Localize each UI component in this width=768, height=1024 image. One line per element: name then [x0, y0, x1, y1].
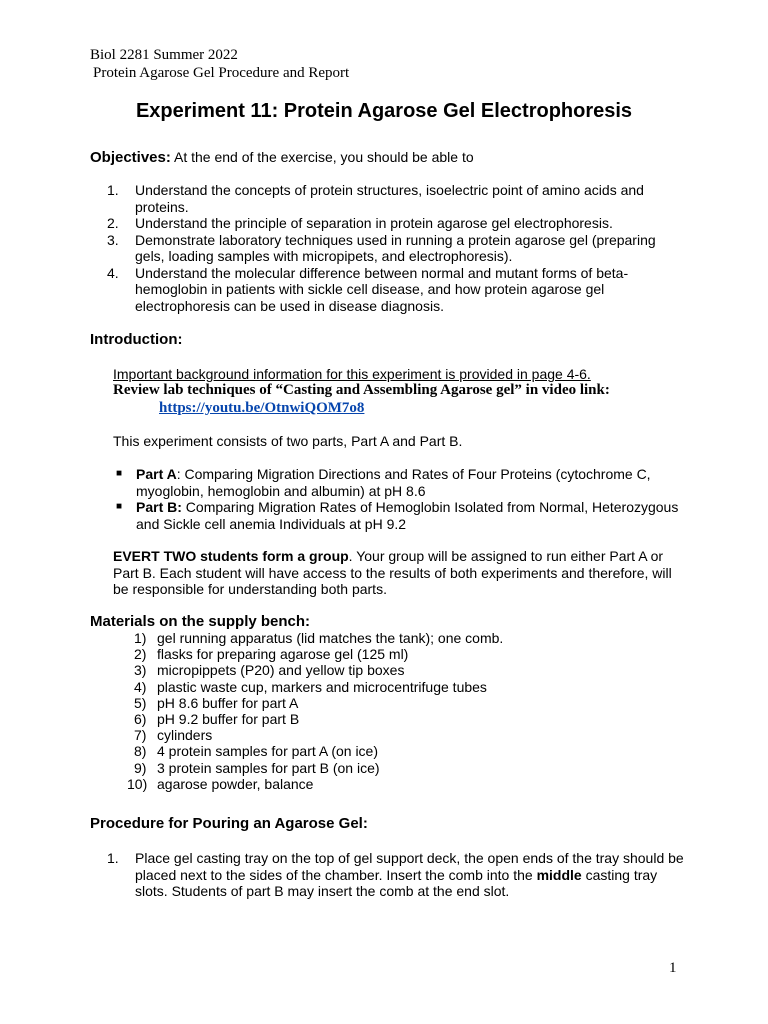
part-b-text: Comparing Migration Rates of Hemoglobin Isolated from Normal, Heterozygous and Sickle cell anemia Individuals at pH 9.2 [136, 499, 679, 532]
bullet-icon: ■ [116, 501, 123, 512]
list-item [134, 662, 654, 678]
list-text: 3 protein samples for part B (on ice) [157, 759, 380, 776]
group-text: . Your group will be assigned to run either Part A or Part B. Each student will have access to the results of both experiments and therefore, will be responsible for understanding both parts. [113, 548, 672, 597]
group-bold: EVERT TWO students form a group [113, 548, 349, 564]
review-line: Review lab techniques of “Casting and Assembling Agarose gel” in video link: [113, 382, 610, 398]
list-item [116, 466, 696, 499]
list-number: 4. [107, 264, 119, 281]
step-number: 1. [107, 850, 119, 866]
course-header [90, 46, 349, 82]
materials-list [127, 630, 654, 792]
objectives-line [90, 149, 474, 167]
procedure-heading: Procedure for Pouring an Agarose Gel: [90, 815, 368, 832]
list-text: micropippets (P20) and yellow tip boxes [157, 662, 405, 679]
list-item [134, 743, 654, 759]
objectives-intro: At the end of the exercise, you should be able to [174, 149, 474, 165]
page-title: Experiment 11: Protein Agarose Gel Electrophoresis [135, 100, 633, 122]
list-number: 6) [134, 710, 147, 727]
list-number: 3. [107, 231, 119, 248]
step-bold: middle [536, 866, 582, 883]
parts-intro: This experiment consists of two parts, Part A and Part B. [113, 433, 463, 449]
list-number: 2) [134, 646, 147, 663]
list-item [134, 695, 654, 711]
list-number: 4) [134, 678, 147, 695]
list-number: 3) [134, 662, 147, 679]
list-text: Understand the concepts of protein structures, isoelectric point of amino acids and proteins. [135, 182, 644, 215]
background-note: Important background information for this experiment is provided in page 4-6. [113, 366, 591, 382]
group-paragraph [113, 548, 678, 598]
objectives-label: Objectives: [90, 149, 171, 166]
introduction-heading: Introduction: [90, 331, 183, 348]
materials-heading: Materials on the supply bench: [90, 613, 311, 630]
list-number: 1. [107, 182, 119, 198]
objectives-list [107, 182, 687, 314]
list-item [107, 182, 687, 215]
list-text: plastic waste cup, markers and microcentrifuge tubes [157, 678, 487, 695]
list-text: cylinders [157, 727, 213, 744]
list-item [134, 646, 654, 662]
list-item [127, 775, 654, 792]
list-item [134, 711, 654, 727]
list-number: 2. [107, 215, 119, 231]
list-number: 10) [127, 775, 148, 792]
list-text: agarose powder, balance [157, 775, 314, 792]
list-text: gel running apparatus (lid matches the tank); one comb. [157, 630, 504, 646]
list-text: 4 protein samples for part A (on ice) [157, 743, 378, 760]
list-number: 9) [134, 759, 147, 776]
part-a-label: Part A [136, 466, 177, 482]
list-item [134, 679, 654, 695]
list-item [134, 727, 654, 743]
list-item [116, 499, 696, 532]
course-line: Biol 2281 Summer 2022 [90, 47, 238, 63]
list-item [134, 630, 654, 646]
list-item [107, 265, 687, 315]
subtitle-line: Protein Agarose Gel Procedure and Report [93, 65, 350, 81]
list-number: 5) [134, 694, 147, 711]
list-text: Demonstrate laboratory techniques used in running a protein agarose gel (preparing gels, loading samples with micropipets, and electrophoresis). [135, 231, 656, 264]
list-item [107, 215, 687, 232]
step-text-1: Place gel casting tray on the top of gel support deck, the open ends of the tray should be placed next to the sides of the chamber. Insert the comb into the [135, 850, 684, 883]
list-text: Understand the molecular difference between normal and mutant forms of beta-hemoglobin in patients with sickle cell disease, and how protein agarose gel electrophoresis can be used in disease diagnosis. [135, 264, 629, 314]
bullet-icon: ■ [116, 468, 123, 479]
part-b-label: Part B: [136, 499, 182, 515]
list-number: 1) [134, 630, 147, 646]
video-link[interactable]: https://youtu.be/OtnwiQOM7o8 [159, 400, 365, 416]
list-text: Understand the principle of separation in protein agarose gel electrophoresis. [135, 215, 613, 231]
page-number: 1 [669, 960, 677, 976]
parts-list [116, 466, 696, 532]
list-text: pH 9.2 buffer for part B [157, 710, 300, 727]
step-text-2: casting tray slots. Students of part B may insert the comb at the end slot. [135, 866, 658, 899]
list-number: 7) [134, 727, 147, 744]
part-a-text: : Comparing Migration Directions and Rates of Four Proteins (cytochrome C, myoglobin, hemoglobin and albumin) at pH 8.6 [136, 466, 651, 499]
list-text: pH 8.6 buffer for part A [157, 694, 299, 711]
list-number: 8) [134, 743, 147, 760]
list-text: flasks for preparing agarose gel (125 ml) [157, 646, 409, 663]
list-item [107, 232, 687, 265]
list-item [134, 760, 654, 776]
procedure-step [107, 850, 687, 900]
